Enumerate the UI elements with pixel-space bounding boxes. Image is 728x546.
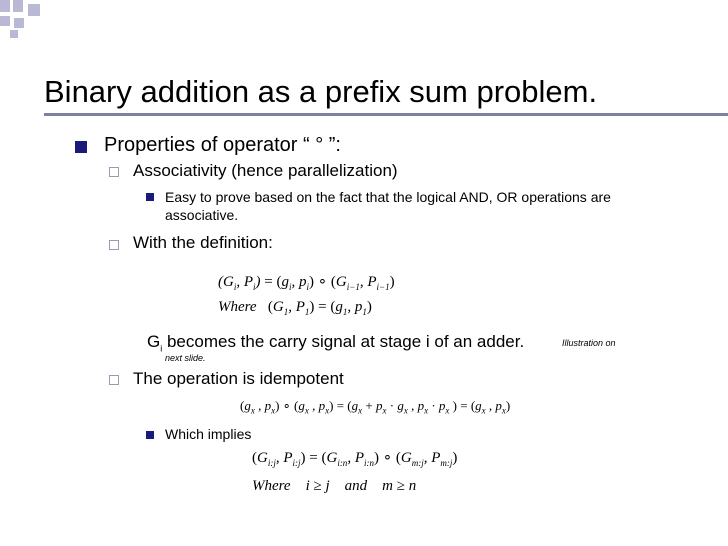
bullet-hollow-square-icon bbox=[109, 167, 119, 177]
properties-bullet: Properties of operator “ ° ”: bbox=[104, 134, 341, 156]
decor-square bbox=[13, 0, 23, 12]
decor-square bbox=[0, 0, 10, 12]
illustration-note: Illustration on bbox=[562, 338, 616, 348]
bullet-small-square-icon bbox=[146, 193, 154, 201]
decor-square bbox=[0, 16, 10, 26]
bullet-hollow-square-icon bbox=[109, 375, 119, 385]
bullet-hollow-square-icon bbox=[109, 240, 119, 250]
next-slide-note: next slide. bbox=[165, 353, 206, 363]
slide-title: Binary addition as a prefix sum problem. bbox=[44, 74, 598, 109]
idempotent-equation: ($g_x$ , $p_x$) ∘ ($g_x$ , $p_x) = (g_x + p_x \cdot g_x$ , $p_x \cdot p_x$ ) = ($g_x$ , $p_x$) bbox=[240, 398, 511, 416]
associativity-item: Associativity (hence parallelization) bbox=[133, 161, 398, 180]
decor-square bbox=[28, 4, 40, 16]
decor-square bbox=[10, 30, 18, 38]
title-divider bbox=[44, 113, 728, 116]
implies-equation: ($G_{i:j}$, $P_{i:j}) = (G_{i:n}$, $P_{i:n}$) ∘ ($G_{m:j}$, $P_{m:j}$) bbox=[252, 450, 458, 468]
easy-prove-text: Easy to prove based on the fact that the logical AND, OR operations are associative. bbox=[165, 189, 611, 223]
bullet-small-square-icon bbox=[146, 431, 154, 439]
which-implies-text: Which implies bbox=[165, 426, 252, 442]
decor-square bbox=[14, 18, 24, 28]
bullet-square-icon bbox=[75, 141, 87, 153]
definition-base-case: Where ($G_1$, $P_1) = (g_1$, $p_1$) bbox=[218, 299, 372, 317]
gi-carry-text: $G_i$ becomes the carry signal at stage i of an adder. bbox=[147, 332, 525, 354]
definition-equation: ($G_i$, $P_i) = (g_i$, $p_i$) ∘ ($G_{i-1}$, $P_{i-1}$) bbox=[218, 274, 395, 292]
implies-condition: Where i ≥ j and m ≥ n bbox=[252, 478, 417, 494]
idempotent-item: The operation is idempotent bbox=[133, 369, 344, 388]
definition-item: With the definition: bbox=[133, 233, 273, 252]
